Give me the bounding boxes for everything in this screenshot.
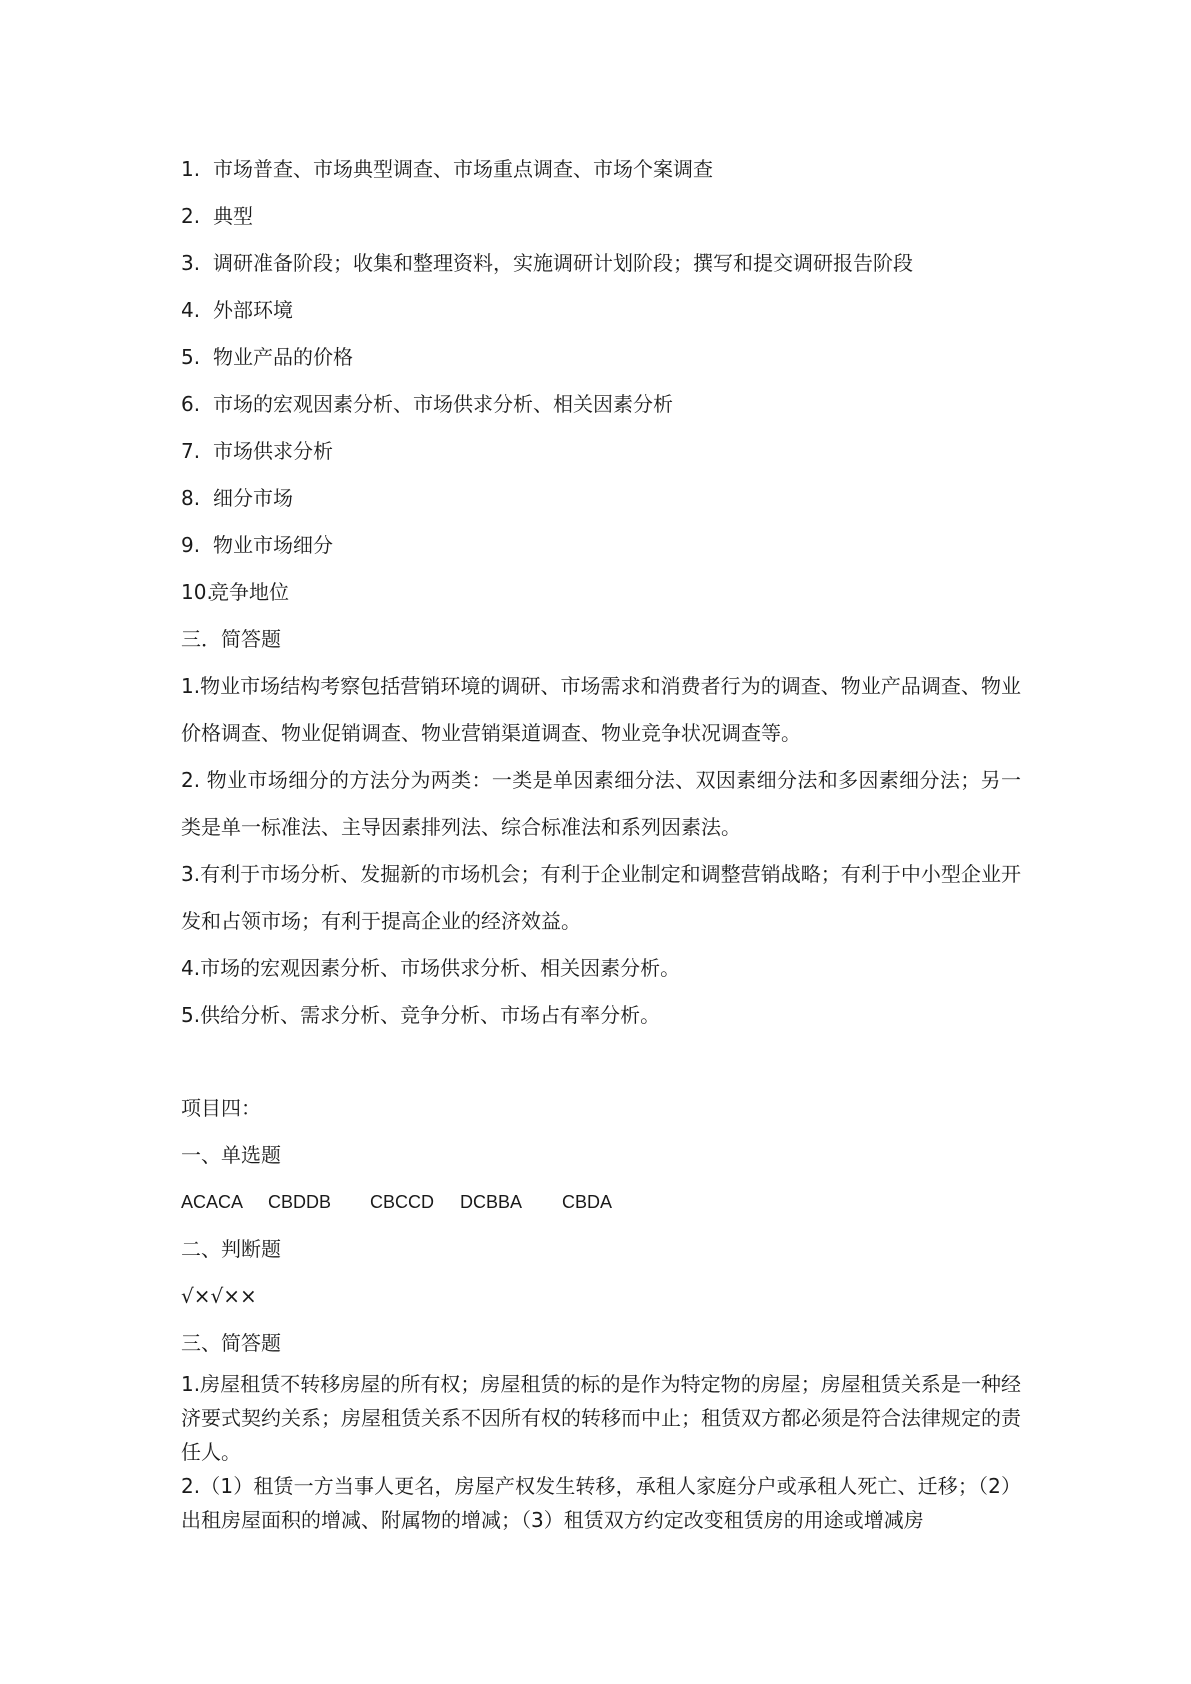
- project4-title: 项目四：: [181, 1096, 261, 1120]
- fill-answer-4: 4. 外部环境: [181, 298, 293, 322]
- project4-section: [181, 1085, 1021, 1537]
- fill-answer-10: 10.竞争地位: [181, 580, 289, 604]
- project4-short-answer-1: 1.房屋租赁不转移房屋的所有权；房屋租赁的标的是作为特定物的房屋；房屋租赁关系是一种经济要式契约关系；房屋租赁关系不因所有权的转移而中止；租赁双方都必须是符合法律规定的责任人。: [181, 1372, 1021, 1464]
- single-choice-group-3: CBCCD: [370, 1192, 435, 1212]
- fill-answer-6: 6. 市场的宏观因素分析、市场供求分析、相关因素分析: [181, 392, 673, 416]
- single-choice-answers: [181, 1179, 1021, 1226]
- section3-answer-4: 4.市场的宏观因素分析、市场供求分析、相关因素分析。: [181, 956, 681, 980]
- fill-answer-1: 1. 市场普查、市场典型调查、市场重点调查、市场个案调查: [181, 157, 713, 181]
- section3-answer-3: 3.有利于市场分析、发掘新的市场机会；有利于企业制定和调整营销战略；有利于中小型企业开发和占领市场；有利于提高企业的经济效益。: [181, 862, 1021, 933]
- short-answer-heading: 三、简答题: [181, 1331, 281, 1355]
- single-choice-group-1: ACACA: [181, 1192, 244, 1212]
- project4-short-answer-2: 2.（1）租赁一方当事人更名，房屋产权发生转移，承租人家庭分户或承租人死亡、迁移；（2）出租房屋面积的增减、附属物的增减；（3）租赁双方约定改变租赁房的用途或增减房: [181, 1474, 1021, 1532]
- section3-answer-5: 5.供给分析、需求分析、竞争分析、市场占有率分析。: [181, 1003, 661, 1027]
- fill-answer-2: 2. 典型: [181, 204, 253, 228]
- judgement-answers: √×√××: [181, 1284, 257, 1308]
- section3-answer-1: 1.物业市场结构考察包括营销环境的调研、市场需求和消费者行为的调查、物业产品调查、物业价格调查、物业促销调查、物业营销渠道调查、物业竞争状况调查等。: [181, 674, 1021, 745]
- fill-answer-9: 9. 物业市场细分: [181, 533, 333, 557]
- fill-answer-3: 3. 调研准备阶段；收集和整理资料，实施调研计划阶段；撰写和提交调研报告阶段: [181, 251, 913, 275]
- judgement-heading: 二、判断题: [181, 1237, 281, 1261]
- single-choice-heading: 一、单选题: [181, 1143, 281, 1167]
- fill-answers-list: [181, 146, 1021, 1039]
- fill-answer-8: 8. 细分市场: [181, 486, 293, 510]
- single-choice-group-4: DCBBA: [460, 1192, 523, 1212]
- section3-heading: 三．简答题: [181, 627, 281, 651]
- section3-answer-2: 2. 物业市场细分的方法分为两类：一类是单因素细分法、双因素细分法和多因素细分法；另一类是单一标准法、主导因素排列法、综合标准法和系列因素法。: [181, 768, 1021, 839]
- fill-answer-5: 5. 物业产品的价格: [181, 345, 353, 369]
- fill-answer-7: 7. 市场供求分析: [181, 439, 333, 463]
- single-choice-group-5: CBDA: [562, 1192, 613, 1212]
- single-choice-group-2: CBDDB: [268, 1192, 332, 1212]
